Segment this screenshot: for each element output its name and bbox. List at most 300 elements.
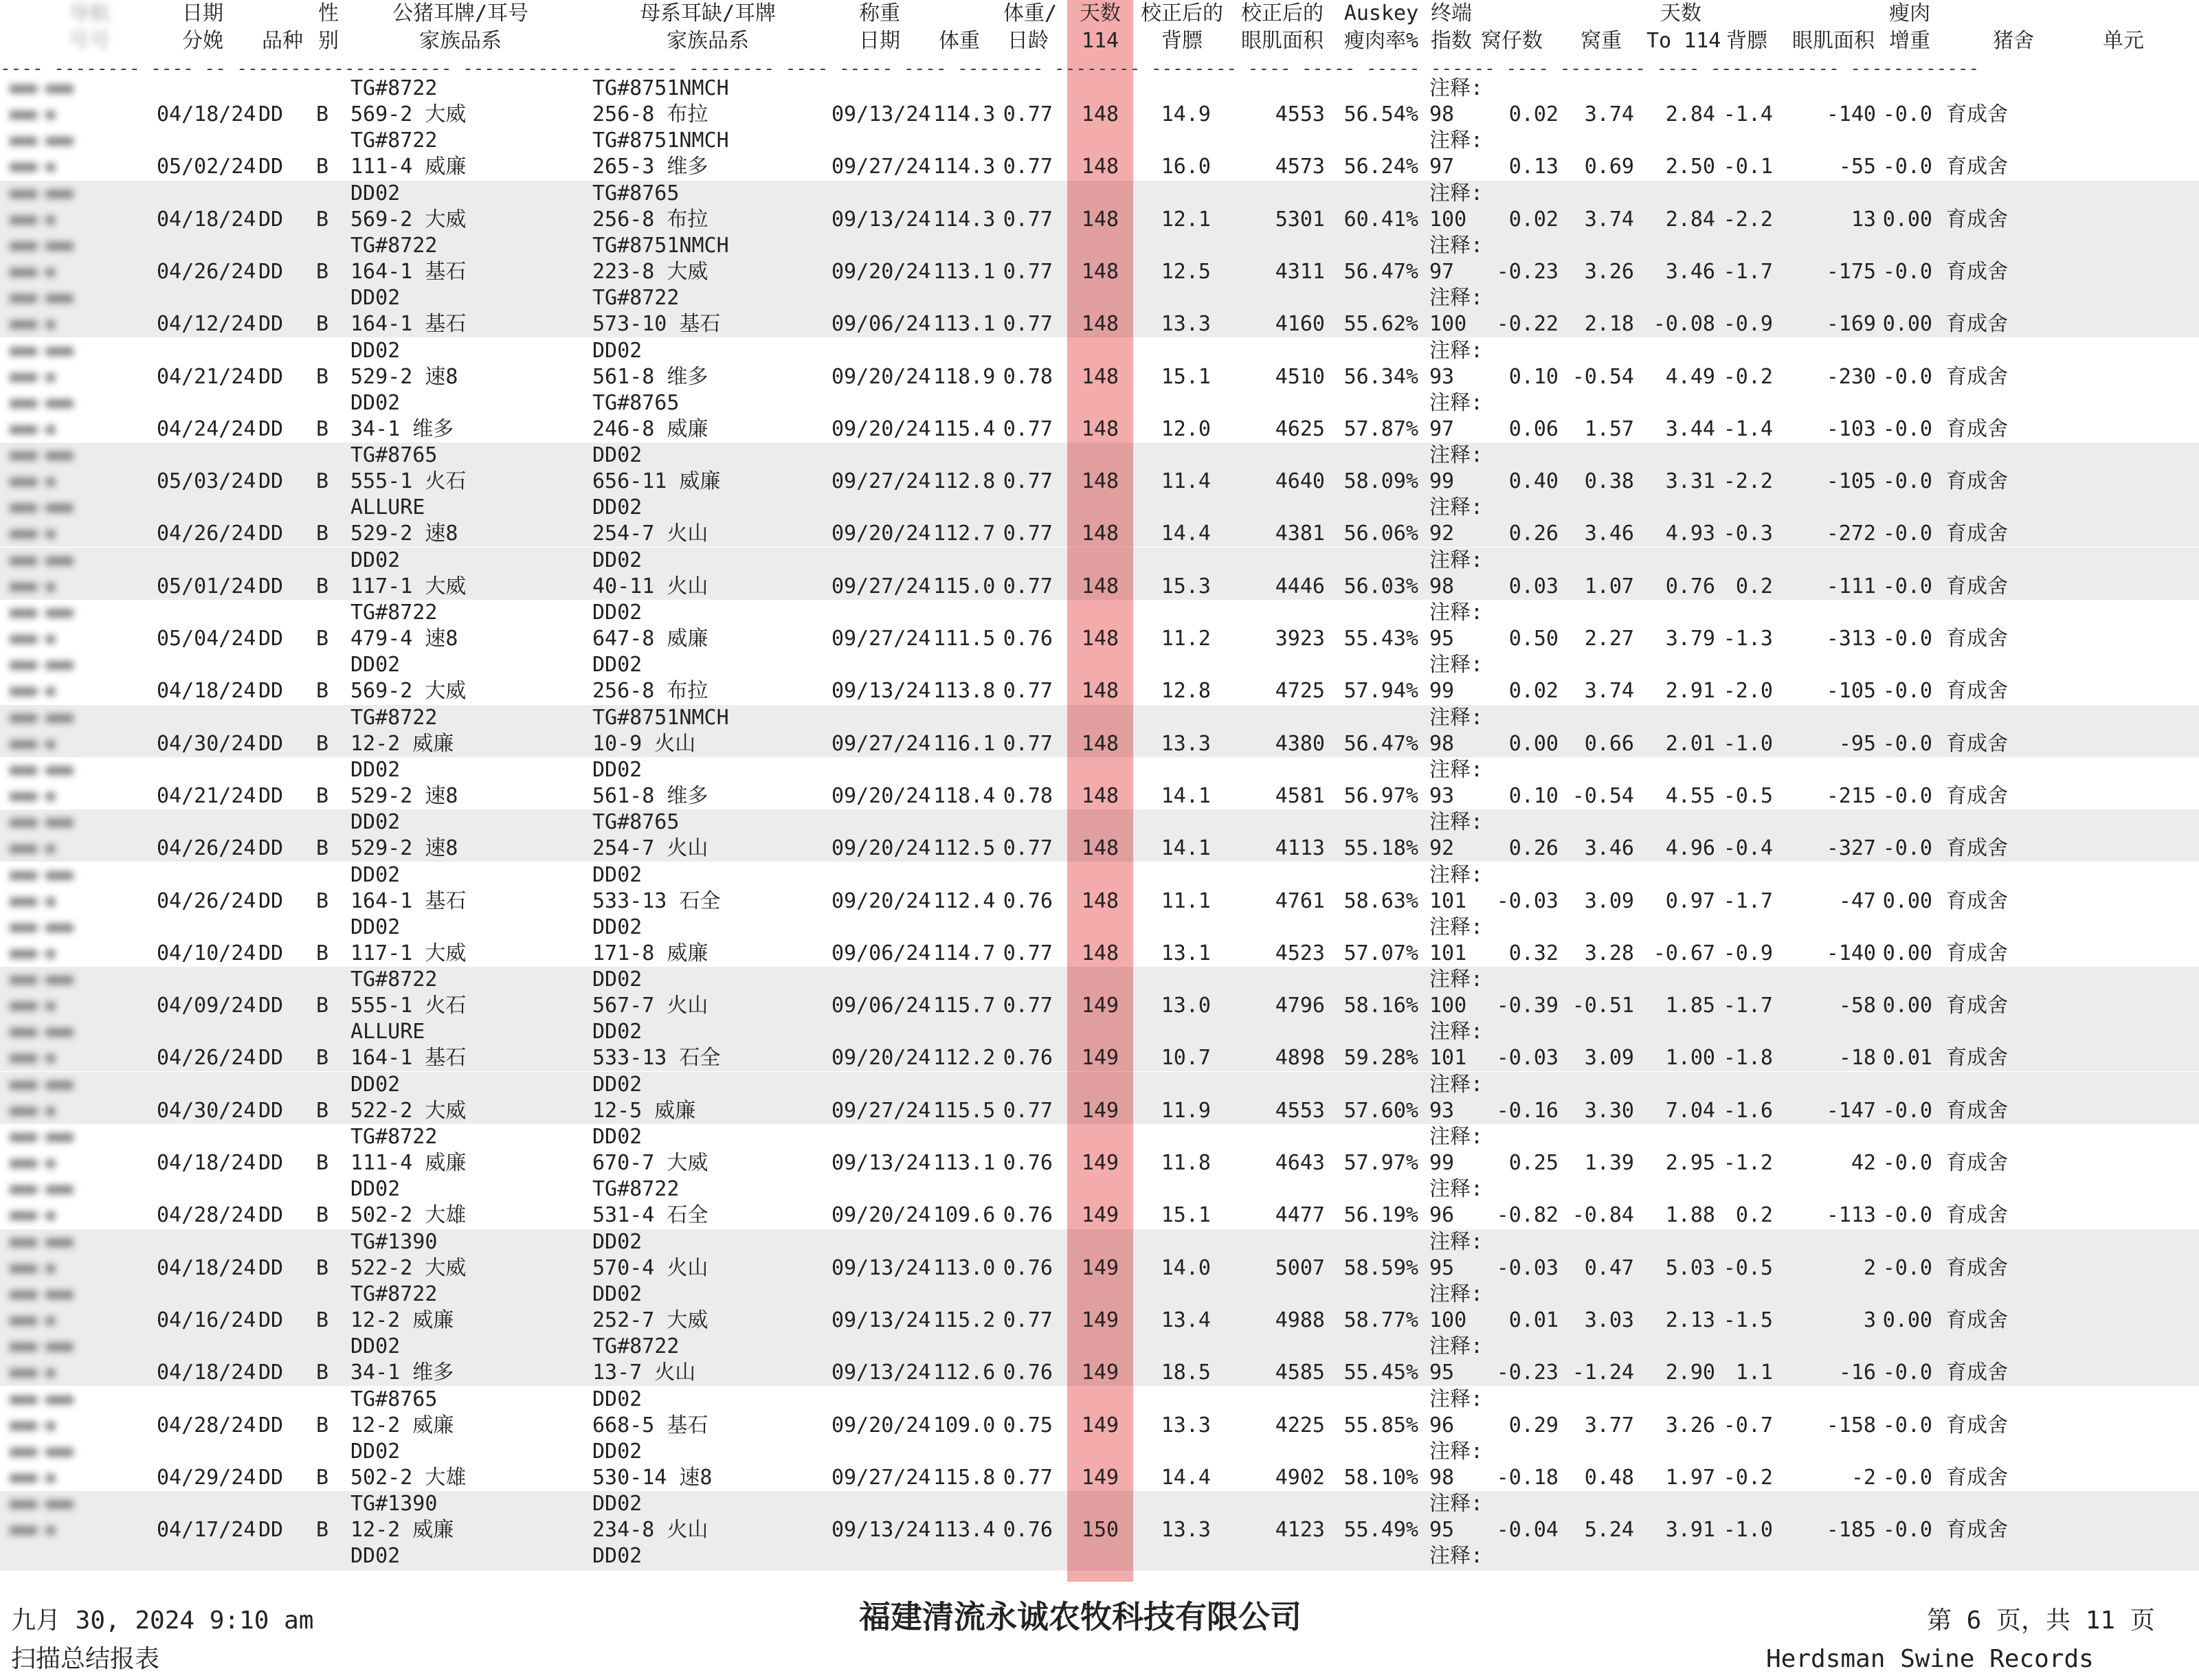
loin-eye-ebv: -2 — [1851, 1465, 1876, 1490]
pig-id: ■■■-■■■ — [10, 708, 74, 726]
pig-house: 育成舍 — [1946, 1046, 2008, 1071]
lean-percent: 57.97% — [1343, 1151, 1418, 1175]
litter-size-ebv: -0.82 — [1496, 1203, 1559, 1228]
pig-id: ■■■-■■■ — [10, 132, 74, 150]
adjusted-backfat: 12.5 — [1161, 259, 1211, 284]
days-ebv: 3.44 — [1665, 416, 1715, 441]
lean-percent: 56.03% — [1343, 574, 1418, 598]
breed: DD — [258, 1255, 284, 1280]
adjusted-backfat: 14.4 — [1161, 1465, 1211, 1490]
pig-id-sub: ■■■-■ — [10, 158, 56, 176]
breed: DD — [258, 364, 284, 389]
days-to-114: 149 — [1081, 1360, 1119, 1385]
header-lean — [1333, 0, 1429, 55]
litter-weight-ebv: -0.54 — [1572, 364, 1634, 389]
breed: DD — [258, 155, 284, 179]
breed: DD — [258, 941, 284, 965]
lean-gain-ebv: -0.0 — [1882, 1413, 1932, 1437]
days-to-114: 148 — [1081, 836, 1119, 861]
pig-id-sub: ■■■-■ — [10, 1259, 56, 1277]
sire-tag: TG#8722 — [350, 1281, 438, 1306]
adjusted-loin-eye-area: 4380 — [1275, 731, 1325, 756]
dam-line: 570-4 火山 — [592, 1255, 708, 1280]
backfat-ebv: -0.2 — [1723, 364, 1773, 389]
sire-tag: TG#8722 — [350, 76, 438, 100]
litter-weight-ebv: 2.27 — [1584, 627, 1634, 651]
pig-id-sub: ■■■-■ — [10, 997, 56, 1015]
sire-tag: ALLURE — [350, 495, 425, 520]
sire-line: 164-1 基石 — [350, 1046, 467, 1071]
terminal-index: 95 — [1429, 627, 1455, 651]
sex: B — [316, 102, 329, 126]
litter-size-ebv: 0.40 — [1508, 469, 1559, 494]
note-label: 注释: — [1429, 967, 1484, 992]
adjusted-loin-eye-area: 5301 — [1275, 207, 1325, 232]
farrow-date: 04/30/24 — [157, 731, 256, 756]
weight: 113.0 — [933, 1255, 996, 1280]
lean-percent: 56.54% — [1343, 102, 1418, 126]
backfat-ebv: -0.3 — [1723, 522, 1773, 546]
terminal-index: 95 — [1429, 1360, 1455, 1385]
header-term — [1429, 0, 1473, 55]
dam-line: 561-8 维多 — [592, 364, 708, 389]
dam-tag: DD02 — [592, 915, 643, 939]
header-lean-line1: Auskey — [1343, 1, 1419, 25]
sire-line: 164-1 基石 — [350, 312, 467, 337]
weight: 118.4 — [933, 783, 996, 808]
days-ebv: -0.67 — [1653, 941, 1715, 965]
header-unit-line1 — [2075, 0, 2172, 27]
adjusted-loin-eye-area: 4643 — [1275, 1151, 1325, 1175]
litter-size-ebv: -0.39 — [1496, 994, 1559, 1018]
dam-tag: DD02 — [592, 338, 643, 363]
breed: DD — [258, 1360, 284, 1385]
sire-tag: TG#8722 — [350, 233, 438, 258]
weight: 113.4 — [933, 1518, 996, 1543]
note-label: 注释: — [1429, 548, 1484, 572]
days-to-114: 149 — [1081, 1098, 1119, 1123]
loin-eye-ebv: 2 — [1863, 1255, 1876, 1280]
backfat-ebv: -0.7 — [1723, 1413, 1773, 1437]
backfat-ebv: -2.2 — [1723, 207, 1773, 232]
table-row — [0, 915, 2199, 967]
header-lea2 — [1778, 0, 1888, 55]
days-ebv: 0.97 — [1665, 888, 1715, 913]
lean-percent: 58.59% — [1343, 1255, 1418, 1280]
days-to-114: 148 — [1081, 783, 1119, 808]
header-litter — [1477, 0, 1546, 55]
farrow-date: 04/26/24 — [157, 1046, 256, 1071]
backfat-ebv: -2.0 — [1723, 679, 1773, 704]
days-to-114: 148 — [1081, 888, 1119, 913]
weight: 112.6 — [933, 1360, 996, 1385]
lean-gain-ebv: 0.00 — [1882, 941, 1932, 965]
backfat-ebv: -2.2 — [1723, 469, 1773, 494]
breed: DD — [258, 469, 284, 494]
dam-tag: DD02 — [592, 1125, 643, 1149]
weight-per-day: 0.77 — [1003, 679, 1053, 704]
days-to-114: 148 — [1081, 259, 1119, 284]
lean-gain-ebv: -0.0 — [1882, 102, 1932, 126]
adjusted-loin-eye-area: 4581 — [1275, 783, 1325, 808]
dam-tag: TG#8722 — [592, 286, 680, 311]
header-wpd — [1003, 0, 1058, 55]
adjusted-backfat: 11.4 — [1161, 469, 1211, 494]
sire-line: 529-2 速8 — [350, 836, 458, 861]
litter-weight-ebv: 1.57 — [1584, 416, 1634, 441]
farrow-date: 04/26/24 — [157, 888, 256, 913]
adjusted-loin-eye-area: 4225 — [1275, 1413, 1325, 1437]
backfat-ebv: -0.5 — [1723, 1255, 1773, 1280]
breed: DD — [258, 207, 284, 232]
breed: DD — [258, 731, 284, 756]
days-ebv: -0.08 — [1653, 312, 1715, 337]
days-to-114: 148 — [1081, 941, 1119, 965]
litter-size-ebv: -0.03 — [1496, 888, 1559, 913]
sire-line: 479-4 速8 — [350, 627, 458, 651]
days-to-114: 149 — [1081, 1203, 1119, 1228]
weight: 111.5 — [933, 627, 996, 651]
days-to-114: 149 — [1081, 1465, 1119, 1490]
header-lw-line2: 窝重 — [1581, 29, 1622, 53]
header-date-line2: 分娩 — [182, 29, 223, 53]
dam-tag: DD02 — [592, 601, 643, 625]
dam-line: 265-3 维多 — [592, 155, 708, 179]
dam-line: 171-8 威廉 — [592, 941, 708, 965]
header-sex-line2: 别 — [318, 29, 339, 53]
pig-house: 育成舍 — [1946, 574, 2008, 598]
backfat-ebv: -0.5 — [1723, 783, 1773, 808]
pig-house: 育成舍 — [1946, 364, 2008, 389]
dam-tag: DD02 — [592, 1544, 643, 1569]
sire-line: 12-2 威廉 — [350, 1413, 454, 1437]
lean-percent: 60.41% — [1343, 207, 1418, 232]
sire-tag: DD02 — [350, 1177, 401, 1202]
days-to-114: 149 — [1081, 994, 1119, 1018]
dam-line: 647-8 威廉 — [592, 627, 708, 651]
lean-gain-ebv: -0.0 — [1882, 1360, 1932, 1385]
terminal-index: 93 — [1429, 1098, 1455, 1123]
pig-id-sub: ■■■-■ — [10, 473, 56, 491]
terminal-index: 96 — [1429, 1413, 1455, 1437]
pig-house: 育成舍 — [1946, 416, 2008, 441]
weight: 115.4 — [933, 416, 996, 441]
table-row — [0, 1072, 2199, 1124]
pig-id-sub: ■■■-■ — [10, 106, 56, 123]
weigh-date: 09/06/24 — [831, 941, 931, 965]
litter-weight-ebv: 0.38 — [1584, 469, 1634, 494]
weight-per-day: 0.77 — [1003, 941, 1053, 965]
loin-eye-ebv: -140 — [1826, 102, 1876, 126]
litter-size-ebv: 0.50 — [1508, 627, 1559, 651]
header-lea2-line2: 眼肌面积 — [1792, 29, 1875, 53]
terminal-index: 95 — [1429, 1255, 1455, 1280]
weight: 109.0 — [933, 1413, 996, 1437]
pig-id: ■■■-■■■ — [10, 447, 74, 464]
report-title: 扫描总结报表 — [11, 1645, 160, 1673]
terminal-index: 99 — [1429, 1151, 1455, 1175]
weigh-date: 09/13/24 — [831, 1518, 931, 1543]
sire-tag: DD02 — [350, 757, 401, 782]
pig-id-sub: ■■■-■ — [10, 420, 56, 438]
dam-line: 12-5 威廉 — [592, 1098, 696, 1123]
sex: B — [316, 836, 329, 861]
breed: DD — [258, 1151, 284, 1175]
farrow-date: 04/30/24 — [157, 1098, 256, 1123]
dam-line: 561-8 维多 — [592, 783, 708, 808]
lean-percent: 56.19% — [1343, 1203, 1418, 1228]
farrow-date: 05/04/24 — [157, 627, 256, 651]
dam-line: 656-11 威廉 — [592, 469, 721, 494]
note-label: 注释: — [1429, 390, 1484, 415]
loin-eye-ebv: -58 — [1838, 994, 1876, 1018]
sire-tag: ALLURE — [350, 1020, 425, 1044]
loin-eye-ebv: -111 — [1826, 574, 1876, 598]
pig-id: ■■■-■■■ — [10, 80, 74, 97]
dam-tag: DD02 — [592, 495, 643, 520]
weigh-date: 09/13/24 — [831, 1151, 931, 1175]
farrow-date: 04/17/24 — [157, 1518, 256, 1543]
pig-house: 育成舍 — [1946, 1465, 2008, 1490]
pig-house: 育成舍 — [1946, 207, 2008, 232]
lean-percent: 58.09% — [1343, 469, 1418, 494]
days-to-114: 149 — [1081, 1046, 1119, 1071]
farrow-date: 04/28/24 — [157, 1413, 256, 1437]
sire-tag: DD02 — [350, 390, 401, 415]
dam-tag: DD02 — [592, 1387, 643, 1411]
weight-per-day: 0.76 — [1003, 1151, 1053, 1175]
dam-tag: TG#8765 — [592, 181, 680, 205]
days-ebv: 4.49 — [1665, 364, 1715, 389]
header-house-line2: 猪舍 — [1993, 29, 2034, 53]
backfat-ebv: -0.9 — [1723, 941, 1773, 965]
weigh-date: 09/06/24 — [831, 994, 931, 1018]
sex: B — [316, 522, 329, 546]
sex: B — [316, 679, 329, 704]
weight-per-day: 0.77 — [1003, 1098, 1053, 1123]
days-ebv: 2.13 — [1665, 1308, 1715, 1332]
weigh-date: 09/20/24 — [831, 783, 931, 808]
header-sire-line2: 家族品系 — [419, 29, 502, 53]
loin-eye-ebv: -18 — [1838, 1046, 1876, 1071]
pig-house: 育成舍 — [1946, 522, 2008, 546]
header-sire-line1: 公猪耳牌/耳号 — [392, 1, 529, 25]
litter-size-ebv: 0.02 — [1508, 207, 1559, 232]
adjusted-backfat: 10.7 — [1161, 1046, 1211, 1071]
pig-house: 育成舍 — [1946, 1151, 2008, 1175]
note-label: 注释: — [1429, 1177, 1484, 1202]
pig-house: 育成舍 — [1946, 1098, 2008, 1123]
pig-id-sub: ■■■-■ — [10, 1468, 56, 1486]
note-label: 注释: — [1429, 915, 1484, 939]
table-row — [0, 967, 2199, 1019]
terminal-index: 100 — [1429, 1308, 1467, 1332]
loin-eye-ebv: -140 — [1826, 941, 1876, 965]
litter-size-ebv: -0.03 — [1496, 1255, 1559, 1280]
table-row — [0, 757, 2199, 809]
note-label: 注释: — [1429, 495, 1484, 520]
table-row — [0, 862, 2199, 915]
days-ebv: 3.31 — [1665, 469, 1715, 494]
lean-percent: 58.77% — [1343, 1308, 1418, 1332]
header-lea2-line1 — [1778, 0, 1888, 27]
adjusted-backfat: 14.0 — [1161, 1255, 1211, 1280]
farrow-date: 04/18/24 — [157, 102, 256, 126]
sire-line: 529-2 速8 — [350, 364, 458, 389]
lean-gain-ebv: -0.0 — [1882, 574, 1932, 598]
farrow-date: 05/02/24 — [157, 155, 256, 179]
days-to-114: 148 — [1081, 102, 1119, 126]
sire-tag: DD02 — [350, 286, 401, 311]
loin-eye-ebv: -105 — [1826, 679, 1876, 704]
sex: B — [316, 364, 329, 389]
sire-line: 12-2 威廉 — [350, 1518, 454, 1543]
loin-eye-ebv: -169 — [1826, 312, 1876, 337]
sire-tag: DD02 — [350, 1544, 401, 1569]
terminal-index: 100 — [1429, 207, 1467, 232]
litter-weight-ebv: 3.46 — [1584, 522, 1634, 546]
terminal-index: 98 — [1429, 102, 1455, 126]
backfat-ebv: -1.0 — [1723, 1518, 1773, 1543]
terminal-index: 100 — [1429, 312, 1467, 337]
table-row-tail — [0, 1543, 2199, 1571]
pig-id-sub: ■■■-■ — [10, 1154, 56, 1172]
weight-per-day: 0.77 — [1003, 574, 1053, 598]
adjusted-loin-eye-area: 4725 — [1275, 679, 1325, 704]
days-ebv: 2.84 — [1665, 102, 1715, 126]
weight: 115.0 — [933, 574, 996, 598]
weight: 113.1 — [933, 259, 996, 284]
terminal-index: 97 — [1429, 259, 1455, 284]
lean-gain-ebv: 0.00 — [1882, 312, 1932, 337]
header-d114 — [1647, 0, 1721, 55]
weight: 112.8 — [933, 469, 996, 494]
pig-id-sub: ■■■-■ — [10, 525, 56, 543]
backfat-ebv: -1.0 — [1723, 731, 1773, 756]
note-label: 注释: — [1429, 338, 1484, 363]
weigh-date: 09/20/24 — [831, 1203, 931, 1228]
days-ebv: 2.50 — [1665, 155, 1715, 179]
dam-tag: TG#8751NMCH — [592, 705, 729, 730]
farrow-date: 04/18/24 — [157, 207, 256, 232]
weigh-date: 09/27/24 — [831, 155, 931, 179]
pig-id: ■■■-■■■ — [10, 1023, 74, 1041]
weigh-date: 09/06/24 — [831, 312, 931, 337]
pig-id-sub: ■■■-■ — [10, 210, 56, 228]
weight-per-day: 0.78 — [1003, 364, 1053, 389]
lean-percent: 55.18% — [1343, 836, 1418, 861]
dam-tag: TG#8751NMCH — [592, 76, 729, 100]
dam-line: 10-9 火山 — [592, 731, 696, 756]
header-weight — [932, 0, 987, 55]
sex: B — [316, 888, 329, 913]
sex: B — [316, 207, 329, 232]
dam-tag: DD02 — [592, 443, 643, 468]
litter-size-ebv: 0.10 — [1508, 783, 1559, 808]
header-id-line1: 导航 — [69, 1, 110, 25]
header-weight-line2: 体重 — [939, 29, 980, 53]
dam-line: 256-8 布拉 — [592, 102, 708, 126]
sire-tag: DD02 — [350, 1072, 401, 1097]
litter-size-ebv: 0.26 — [1508, 836, 1559, 861]
adjusted-loin-eye-area: 4988 — [1275, 1308, 1325, 1332]
breed: DD — [258, 836, 284, 861]
table-row — [0, 705, 2199, 757]
adjusted-backfat: 13.4 — [1161, 1308, 1211, 1332]
note-label: 注释: — [1429, 1334, 1484, 1359]
dam-tag: TG#8751NMCH — [592, 233, 729, 258]
backfat-ebv: -1.7 — [1723, 994, 1773, 1018]
lean-percent: 57.07% — [1343, 941, 1418, 965]
weight: 109.6 — [933, 1203, 996, 1228]
days-ebv: 3.79 — [1665, 627, 1715, 651]
pig-id: ■■■-■■■ — [10, 1075, 74, 1093]
header-litter-line2: 窝仔数 — [1481, 29, 1543, 53]
weight: 118.9 — [933, 364, 996, 389]
table-row — [0, 443, 2199, 495]
pig-id: ■■■-■■■ — [10, 289, 74, 307]
weight-per-day: 0.77 — [1003, 522, 1053, 546]
header-id-line2: 号号 — [69, 29, 110, 53]
terminal-index: 93 — [1429, 364, 1455, 389]
days-ebv: 1.88 — [1665, 1203, 1715, 1228]
adjusted-backfat: 16.0 — [1161, 155, 1211, 179]
header-gain-line2: 增重 — [1889, 29, 1930, 53]
sire-line: 529-2 速8 — [350, 522, 458, 546]
adjusted-loin-eye-area: 4796 — [1275, 994, 1325, 1018]
dam-tag: DD02 — [592, 757, 643, 782]
litter-weight-ebv: 3.46 — [1584, 836, 1634, 861]
litter-weight-ebv: 0.47 — [1584, 1255, 1634, 1280]
weight-per-day: 0.77 — [1003, 102, 1053, 126]
header-lw — [1567, 0, 1636, 55]
days-ebv: 2.90 — [1665, 1360, 1715, 1385]
header-lw-line1 — [1567, 0, 1636, 27]
pig-id: ■■■-■■■ — [10, 814, 74, 831]
sire-line: 502-2 大雄 — [350, 1465, 467, 1490]
farrow-date: 04/24/24 — [157, 416, 256, 441]
sire-tag: TG#1390 — [350, 1492, 438, 1516]
note-label: 注释: — [1429, 601, 1484, 625]
litter-weight-ebv: -1.24 — [1572, 1360, 1634, 1385]
pig-id-sub: ■■■-■ — [10, 1101, 56, 1119]
note-label: 注释: — [1429, 862, 1484, 887]
backfat-ebv: -0.9 — [1723, 312, 1773, 337]
farrow-date: 04/10/24 — [157, 941, 256, 965]
header-lean-line2: 瘦肉率% — [1343, 29, 1419, 53]
litter-weight-ebv: 1.07 — [1584, 574, 1634, 598]
dam-line: 13-7 火山 — [592, 1360, 696, 1385]
adjusted-loin-eye-area: 4898 — [1275, 1046, 1325, 1071]
litter-size-ebv: -0.04 — [1496, 1518, 1559, 1543]
lean-gain-ebv: -0.0 — [1882, 1151, 1932, 1175]
pig-id-sub: ■■■-■ — [10, 368, 56, 385]
sire-line: 555-1 火石 — [350, 469, 467, 494]
lean-percent: 55.62% — [1343, 312, 1418, 337]
dam-tag: DD02 — [592, 548, 643, 572]
backfat-ebv: -1.7 — [1723, 888, 1773, 913]
pig-id: ■■■-■■■ — [10, 1442, 74, 1460]
lean-gain-ebv: -0.0 — [1882, 416, 1932, 441]
table-row — [0, 1334, 2199, 1386]
pig-id: ■■■-■■■ — [10, 341, 74, 359]
table-row — [0, 809, 2199, 862]
days-ebv: 2.01 — [1665, 731, 1715, 756]
weigh-date: 09/20/24 — [831, 1046, 931, 1071]
loin-eye-ebv: -272 — [1826, 522, 1876, 546]
sire-line: 34-1 维多 — [350, 1360, 454, 1385]
lean-percent: 56.06% — [1343, 522, 1418, 546]
